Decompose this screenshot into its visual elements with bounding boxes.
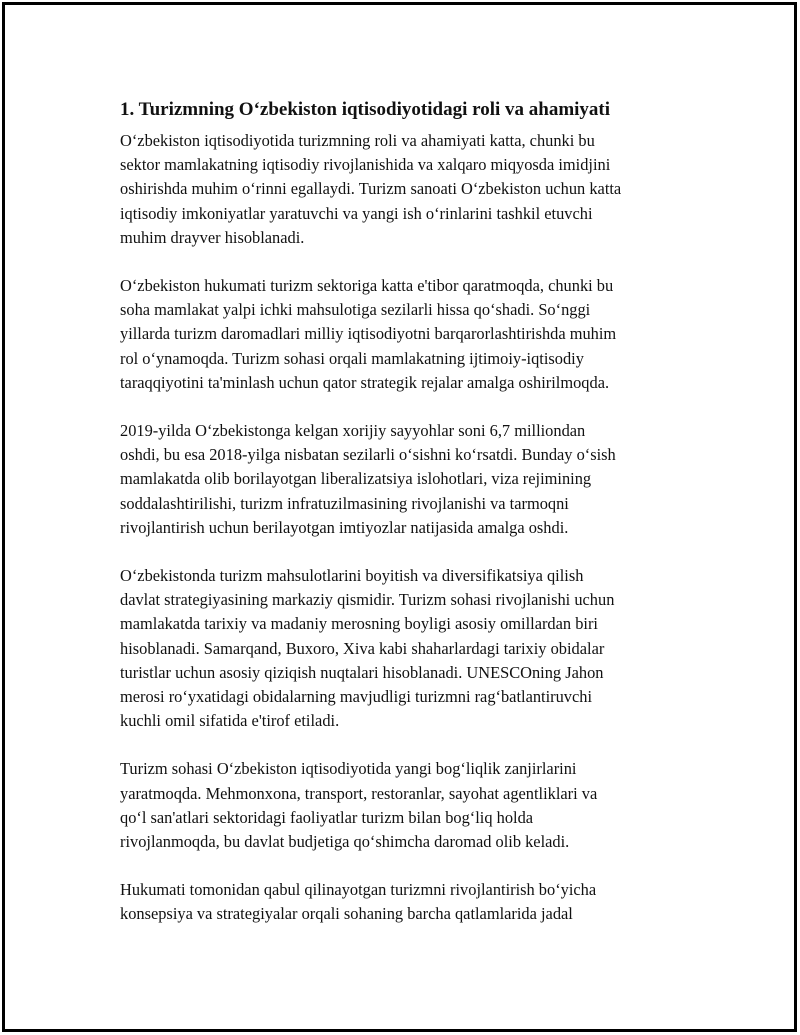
text-line: rivojlanmoqda, bu davlat budjetiga qo‘shimcha daromad olib keladi.	[120, 832, 570, 852]
paragraph-1	[120, 129, 680, 250]
text-line: rol o‘ynamoqda. Turizm sohasi orqali mamlakatning ijtimoiy-iqtisodiy	[120, 348, 584, 368]
text-line: mamlakatda olib borilayotgan liberalizatsiya islohotlari, viza rejimining	[120, 469, 592, 489]
text-line: rivojlantirish uchun berilayotgan imtiyozlar natijasida amalga oshdi.	[120, 517, 569, 537]
paragraph-4	[120, 564, 680, 733]
section-heading: 1. Turizmning O‘zbekiston iqtisodiyotidagi roli va ahamiyati	[120, 99, 611, 120]
text-line: mamlakatda tarixiy va madaniy merosning boyligi asosiy omillardan biri	[120, 614, 598, 634]
text-line: davlat strategiyasining markaziy qismidir. Turizm sohasi rivojlanishi uchun	[120, 590, 615, 610]
text-line: konsepsiya va strategiyalar orqali sohaning barcha qatlamlarida jadal	[120, 904, 573, 924]
text-line: O‘zbekistonda turizm mahsulotlarini boyitish va diversifikatsiya qilish	[120, 566, 584, 586]
text-line: kuchli omil sifatida e'tirof etiladi.	[120, 711, 340, 731]
document-content	[120, 97, 680, 951]
paragraph-6	[120, 878, 680, 926]
paragraph-3	[120, 419, 680, 540]
text-line: hisoblanadi. Samarqand, Buxoro, Xiva kabi shaharlardagi tarixiy obidalar	[120, 638, 605, 658]
text-line: oshirishda muhim o‘rinni egallaydi. Turizm sanoati O‘zbekiston uchun katta	[120, 179, 622, 199]
text-line: qo‘l san'atlari sektoridagi faoliyatlar turizm bilan bog‘liq holda	[120, 807, 534, 827]
text-line: turistlar uchun asosiy qiziqish nuqtalari hisoblanadi. UNESCOning Jahon	[120, 662, 604, 682]
text-line: Hukumati tomonidan qabul qilinayotgan turizmni rivojlantirish bo‘yicha	[120, 880, 597, 900]
text-line: yillarda turizm daromadlari milliy iqtisodiyotni barqarorlashtirishda muhim	[120, 324, 617, 344]
text-line: 2019-yilda O‘zbekistonga kelgan xorijiy sayyohlar soni 6,7 milliondan	[120, 421, 586, 441]
text-line: soddalashtirilishi, turizm infratuzilmasining rivojlanishi va tarmoqni	[120, 493, 569, 513]
text-line: O‘zbekiston iqtisodiyotida turizmning roli va ahamiyati katta, chunki bu	[120, 131, 595, 150]
text-line: O‘zbekiston hukumati turizm sektoriga katta e'tibor qaratmoqda, chunki bu	[120, 276, 614, 296]
text-line: muhim drayver hisoblanadi.	[120, 227, 305, 247]
text-line: Turizm sohasi O‘zbekiston iqtisodiyotida yangi bog‘liqlik zanjirlarini	[120, 759, 577, 779]
paragraph-2	[120, 274, 680, 395]
text-line: yaratmoqda. Mehmonxona, transport, restoranlar, sayohat agentliklari va	[120, 783, 598, 803]
text-line: oshdi, bu esa 2018-yilga nisbatan sezilarli o‘sishni ko‘rsatdi. Bunday o‘sish	[120, 445, 616, 465]
document-page	[2, 2, 797, 1032]
text-line: taraqqiyotini ta'minlash uchun qator strategik rejalar amalga oshirilmoqda.	[120, 372, 610, 392]
paragraph-5	[120, 757, 680, 854]
text-line: iqtisodiy imkoniyatlar yaratuvchi va yangi ish o‘rinlarini tashkil etuvchi	[120, 203, 593, 223]
text-line: merosi ro‘yxatidagi obidalarning mavjudligi turizmni rag‘batlantiruvchi	[120, 687, 593, 707]
text-line: soha mamlakat yalpi ichki mahsulotiga sezilarli hissa qo‘shadi. So‘nggi	[120, 300, 591, 320]
text-line: sektor mamlakatning iqtisodiy rivojlanishida va xalqaro miqyosda imidjini	[120, 155, 611, 175]
